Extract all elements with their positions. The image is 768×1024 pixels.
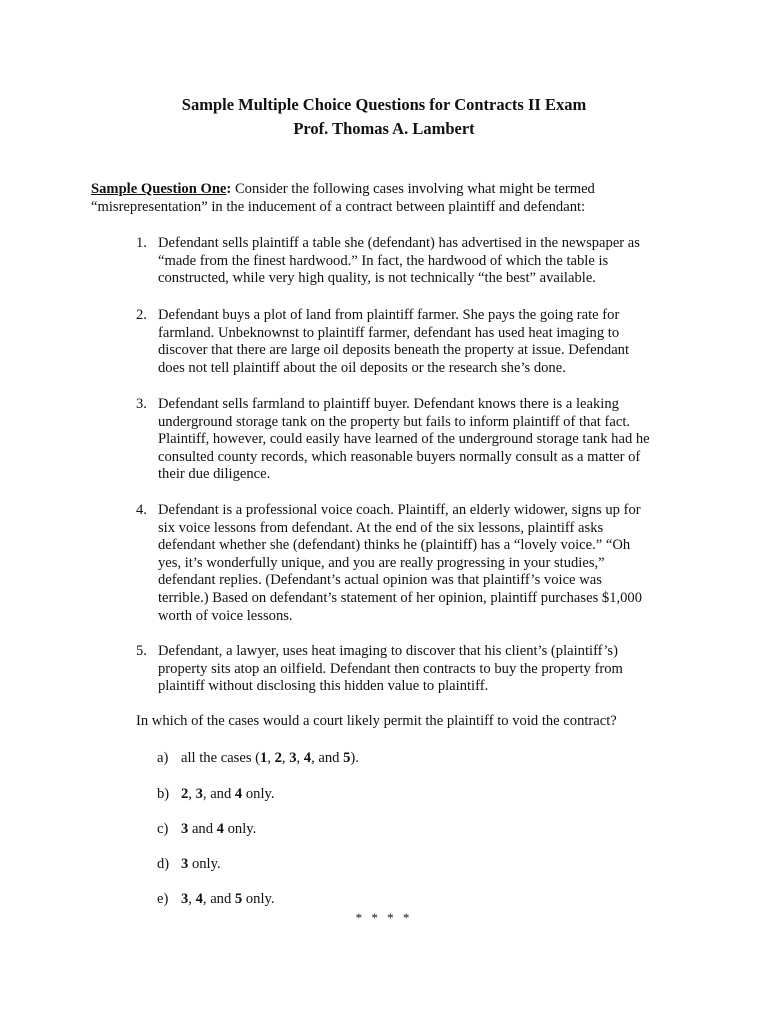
- question-intro: [91, 181, 691, 216]
- case-reference: 3: [181, 821, 189, 837]
- option-text-part: , and: [202, 891, 235, 907]
- option-text-part: ,: [281, 750, 290, 766]
- option-text-part: ,: [188, 891, 196, 907]
- answer-option: [157, 821, 557, 839]
- question-prompt: In which of the cases would a court likely permit the plaintiff to void the contract?: [136, 713, 617, 729]
- case-item: [136, 396, 656, 484]
- case-reference: 2: [274, 750, 282, 766]
- option-text-part: ).: [350, 750, 359, 766]
- case-reference: 3: [181, 891, 189, 907]
- question-intro-text: Consider the following cases involving what might be termed “misrepresentation” in the inducement of a contract between plaintiff and defendant:: [91, 181, 595, 215]
- case-number: 5.: [136, 643, 147, 659]
- case-reference: 3: [181, 856, 189, 872]
- case-text: Defendant sells farmland to plaintiff buyer. Defendant knows there is a leaking underground storage tank on the property but fails to inform plaintiff of that fact. Plaintiff, however, could easily have learned of the underground storage tank had he consulted county records, which reasonable buyers normally consult as a matter of their due diligence.: [158, 396, 650, 483]
- option-text-part: ,: [188, 786, 196, 802]
- case-reference: 5: [343, 750, 351, 766]
- case-text: Defendant, a lawyer, uses heat imaging to discover that his client’s (plaintiff’s) property sits atop an oilfield. Defendant then contracts to buy the property from plaintiff without disclosing this hidden value to plaintiff.: [158, 643, 623, 695]
- case-text: Defendant sells plaintiff a table she (defendant) has advertised in the newspaper as “made from the finest hardwood.” In fact, the hardwood of which the table is constructed, while very high quality, is not technically “the best” available.: [158, 235, 640, 287]
- option-text: [181, 856, 557, 874]
- option-text-part: only.: [223, 821, 257, 837]
- question-label: Sample Question One: [91, 181, 227, 197]
- option-text-part: all the cases (: [181, 750, 261, 766]
- case-reference: 3: [289, 750, 297, 766]
- option-letter: b): [157, 786, 170, 802]
- case-reference: 4: [195, 891, 203, 907]
- option-text: [181, 821, 557, 839]
- answer-option: [157, 891, 557, 909]
- case-text: Defendant buys a plot of land from plaintiff farmer. She pays the going rate for farmland. Unbeknownst to plaintiff farmer, defendant has used heat imaging to discover that there are large oil deposits beneath the property at issue. Defendant does not tell plaintiff about the oil deposits or the research she’s done.: [158, 307, 630, 376]
- option-text-part: only.: [242, 891, 275, 907]
- option-letter: d): [157, 856, 170, 872]
- option-text: [181, 891, 557, 909]
- case-item: [136, 235, 656, 288]
- option-text-part: and: [188, 821, 217, 837]
- case-reference: 5: [234, 891, 243, 907]
- case-item: [136, 307, 656, 377]
- answer-option: [157, 786, 557, 804]
- document-author: Prof. Thomas A. Lambert: [293, 119, 475, 138]
- option-text-part: only.: [242, 786, 275, 802]
- option-text-part: ,: [296, 750, 304, 766]
- option-text-part: only.: [188, 856, 221, 872]
- case-reference: 4: [234, 786, 243, 802]
- answer-option: [157, 750, 557, 768]
- case-item: [136, 643, 656, 696]
- option-text: [181, 750, 557, 768]
- option-text: [181, 786, 557, 804]
- question-label-colon: :: [226, 181, 232, 197]
- case-number: 1.: [136, 235, 147, 251]
- case-item: [136, 502, 656, 625]
- option-letter: c): [157, 821, 169, 837]
- option-letter: a): [157, 750, 169, 766]
- case-number: 4.: [136, 502, 147, 518]
- option-text-part: ,: [267, 750, 275, 766]
- case-reference: 3: [195, 786, 203, 802]
- section-separator: * * * *: [355, 910, 413, 925]
- document-title: Sample Multiple Choice Questions for Contracts II Exam: [181, 95, 587, 114]
- answer-option: [157, 856, 557, 874]
- case-reference: 4: [303, 750, 312, 766]
- case-number: 2.: [136, 307, 147, 323]
- option-text-part: , and: [311, 750, 344, 766]
- case-reference: 1: [260, 750, 268, 766]
- case-reference: 4: [216, 821, 224, 837]
- case-reference: 2: [181, 786, 189, 802]
- case-number: 3.: [136, 396, 147, 412]
- option-text-part: , and: [202, 786, 235, 802]
- option-letter: e): [157, 891, 169, 907]
- case-text: Defendant is a professional voice coach. Plaintiff, an elderly widower, signs up for six voice lessons from defendant. At the end of the six lessons, plaintiff asks defendant whether she (defendant) thinks he (plaintiff) has a “lovely voice.” “Oh yes, it’s wonderfully unique, and you are really progressing in your studies,” defendant replies. (Defendant’s actual opinion was that plaintiff’s voice was terrible.) Based on defendant’s statement of her opinion, plaintiff purchases $1,000 worth of voice lessons.: [158, 502, 643, 624]
